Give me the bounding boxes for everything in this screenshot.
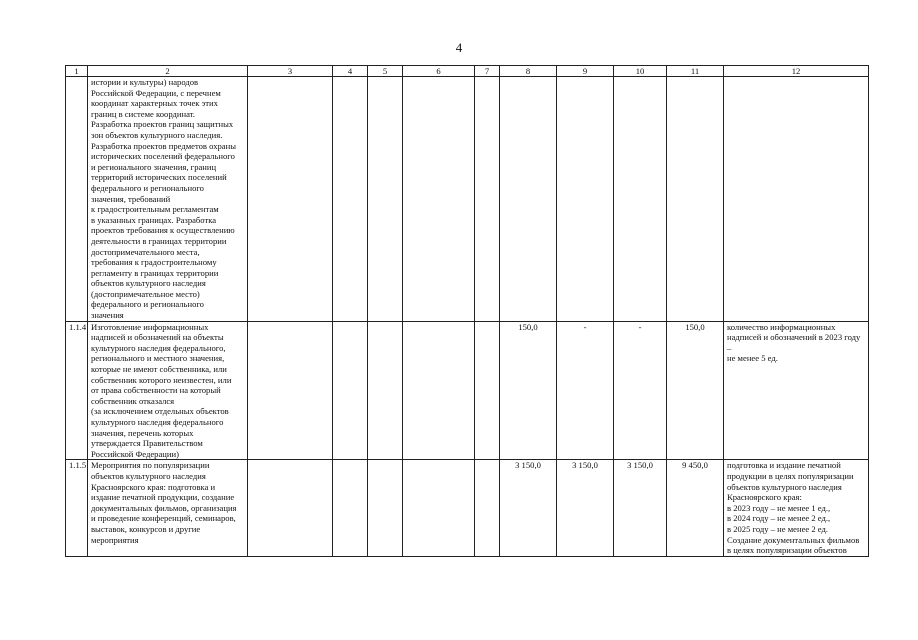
row-result: количество информационных надписей и обозначений в 2023 году – не менее 5 ед. [724, 321, 869, 460]
table-cell: - [557, 321, 614, 460]
header-row [66, 66, 869, 77]
column-header: 4 [333, 66, 368, 77]
table-cell [333, 321, 368, 460]
row-number: 1.1.4 [66, 321, 88, 460]
table-cell: 3 150,0 [557, 460, 614, 556]
column-header: 8 [500, 66, 557, 77]
table-cell [403, 77, 475, 322]
table-cell [500, 77, 557, 322]
column-header: 3 [248, 66, 333, 77]
table-cell [475, 321, 500, 460]
table-cell [403, 460, 475, 556]
row-result: подготовка и издание печатной продукции в целях популяризации объектов культурного наследия Красноярского края: в 2023 году – не менее 1 ед., в 2024 году – не менее 2 ед., в 2025 году – не менее 2 ед. Создание документальных фильмов в целях популяризации объектов [724, 460, 869, 556]
table-cell [368, 77, 403, 322]
row-number [66, 77, 88, 322]
table-cell [248, 321, 333, 460]
table-cell: 150,0 [500, 321, 557, 460]
table-row [66, 321, 869, 460]
table-cell [403, 321, 475, 460]
row-result [724, 77, 869, 322]
column-header: 12 [724, 66, 869, 77]
row-description: Мероприятия по популяризации объектов культурного наследия Красноярского края: подготовка и издание печатной продукции, создание документальных фильмов, организация и проведение конференций, семинаров, выставок, конкурсов и другие мероприятия [88, 460, 248, 556]
table-cell [614, 77, 667, 322]
column-header: 1 [66, 66, 88, 77]
column-header: 10 [614, 66, 667, 77]
row-number: 1.1.5 [66, 460, 88, 556]
page-number: 4 [455, 40, 463, 55]
table-cell: 9 450,0 [667, 460, 724, 556]
column-header: 2 [88, 66, 248, 77]
table-cell [333, 460, 368, 556]
table-cell [248, 77, 333, 322]
table-cell [667, 77, 724, 322]
table-cell [333, 77, 368, 322]
table-cell [557, 77, 614, 322]
table-cell [475, 77, 500, 322]
table-cell [368, 321, 403, 460]
row-description: истории и культуры) народов Российской Федерации, с перечнем координат характерных точек этих границ в системе координат. Разработка проектов границ защитных зон объектов культурного наследия. Разработка проектов предметов охраны исторических поселений федерального и регионального значения, границ территорий исторических поселений федерального и регионального значения, требований к градостроительным регламентам в указанных границах. Разработка проектов требования к осуществлению деятельности в границах территории достопримечательного места, требования к градостроительному регламенту в границах территории объектов культурного наследия (достопримечательное место) федерального и регионального значения [88, 77, 248, 322]
program-table [65, 65, 869, 557]
table-row [66, 77, 869, 322]
table-cell [368, 460, 403, 556]
column-header: 11 [667, 66, 724, 77]
table-cell: 150,0 [667, 321, 724, 460]
table-cell [475, 460, 500, 556]
column-header: 5 [368, 66, 403, 77]
table-cell [248, 460, 333, 556]
table-cell: - [614, 321, 667, 460]
column-header: 6 [403, 66, 475, 77]
column-header: 7 [475, 66, 500, 77]
row-description: Изготовление информационных надписей и обозначений на объекты культурного наследия федерального, регионального и местного значения, которые не имеют собственника, или собственник которого неизвестен, или от права собственности на который собственник отказался (за исключением отдельных объектов культурного наследия федерального значения, перечень которых утверждается Правительством Российской Федерации) [88, 321, 248, 460]
table-cell: 3 150,0 [500, 460, 557, 556]
column-header: 9 [557, 66, 614, 77]
table-cell: 3 150,0 [614, 460, 667, 556]
table-row [66, 460, 869, 556]
